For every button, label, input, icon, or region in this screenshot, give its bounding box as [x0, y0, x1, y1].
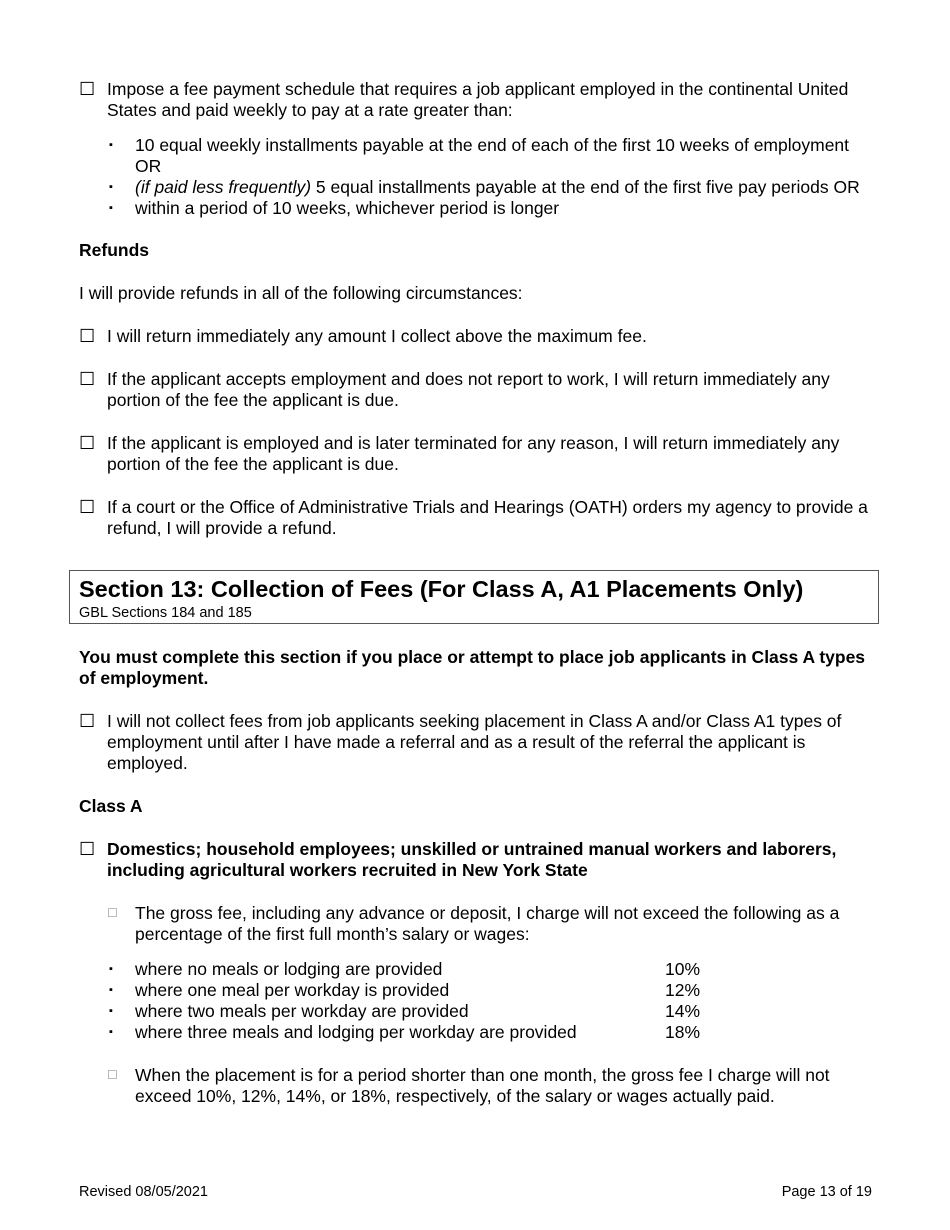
no-collect-option: ☐ I will not collect fees from job applicants seeking placement in Class A and/or Class A1 types of employment until after I have made a referral and as a result of the referral the applicant is employed. [79, 711, 842, 773]
checkbox-icon[interactable]: ☐ [79, 369, 96, 389]
revised-date: Revised 08/05/2021 [79, 1184, 208, 1200]
fee-schedule-option [79, 79, 879, 121]
checkbox-icon[interactable]: ☐ [79, 711, 96, 731]
checkbox-icon[interactable]: ☐ [79, 839, 96, 859]
fee-schedule-bullets [107, 135, 879, 219]
refunds-heading: Refunds [79, 240, 149, 260]
bullet-icon [107, 1001, 135, 1022]
gross-fee-option: ☐ The gross fee, including any advance or deposit, I charge will not exceed the following as a percentage of the first full month’s salary or wages: [107, 903, 840, 944]
italic-qualifier: (if paid less frequently) [135, 177, 312, 197]
checkbox-icon[interactable]: ☐ [79, 326, 96, 346]
section-title: Section 13: Collection of Fees (For Class A, A1 Placements Only) [79, 576, 804, 602]
refunds-intro: I will provide refunds in all of the following circumstances: [79, 283, 523, 303]
fee-percentage: 18% [665, 1022, 701, 1042]
bullet-icon [107, 980, 135, 1001]
small-checkbox-icon[interactable]: ☐ [107, 1068, 118, 1082]
fee-rate-row: ▪ where no meals or lodging are provided 10% [107, 959, 879, 980]
fee-percentage: 12% [665, 980, 701, 1000]
fee-schedule-text: Impose a fee payment schedule that requires a job applicant employed in the continental United States and paid weekly to pay at a rate greater than: [107, 79, 849, 120]
bullet-icon [107, 959, 135, 980]
fee-rate-row: ▪ where one meal per workday is provided 12% [107, 980, 879, 1001]
bullet-icon [107, 177, 135, 198]
bullet-icon [107, 135, 135, 156]
fee-rate-list [107, 959, 879, 1043]
class-a-heading: Class A [79, 796, 143, 816]
checkbox-icon[interactable]: ☐ [79, 433, 96, 453]
page-number: Page 13 of 19 [781, 1184, 872, 1200]
fee-rate-row: ▪ where three meals and lodging per workday are provided 18% [107, 1022, 879, 1043]
refund-option: ☐ If a court or the Office of Administrative Trials and Hearings (OATH) orders my agency to provide a refund, I will provide a refund. [79, 497, 868, 538]
list-item: ▪ (if paid less frequently) 5 equal installments payable at the end of the first five pay periods OR [107, 177, 879, 198]
fee-percentage: 10% [665, 959, 701, 979]
bullet-icon [107, 198, 135, 219]
checkbox-icon[interactable]: ☐ [79, 497, 96, 517]
small-checkbox-icon[interactable]: ☐ [107, 906, 118, 920]
checkbox-icon[interactable]: ☐ [79, 79, 96, 99]
section-subtitle: GBL Sections 184 and 185 [79, 605, 252, 621]
refund-option: ☐ If the applicant is employed and is later terminated for any reason, I will return immediately any portion of the fee the applicant is due. [79, 433, 840, 474]
domestics-option: ☐ Domestics; household employees; unskilled or untrained manual workers and laborers, including agricultural workers recruited in New York State [79, 839, 837, 880]
section-header-box [69, 570, 879, 624]
short-period-option: ☐ When the placement is for a period shorter than one month, the gross fee I charge will not exceed 10%, 12%, 14%, or 18%, respectively, of the salary or wages actually paid. [107, 1065, 830, 1106]
section-instruction: You must complete this section if you place or attempt to place job applicants in Class A types of employment. [79, 647, 866, 688]
fee-rate-row: ▪ where two meals per workday are provided 14% [107, 1001, 879, 1022]
fee-percentage: 14% [665, 1001, 701, 1021]
refund-option: ☐ I will return immediately any amount I collect above the maximum fee. [79, 326, 647, 346]
document-page [79, 79, 879, 1107]
refund-option: ☐ If the applicant accepts employment and does not report to work, I will return immediately any portion of the fee the applicant is due. [79, 369, 830, 410]
bullet-icon [107, 1022, 135, 1043]
list-item: ▪ 10 equal weekly installments payable at the end of each of the first 10 weeks of employment OR [107, 135, 879, 177]
list-item: ▪ within a period of 10 weeks, whichever period is longer [107, 198, 879, 219]
